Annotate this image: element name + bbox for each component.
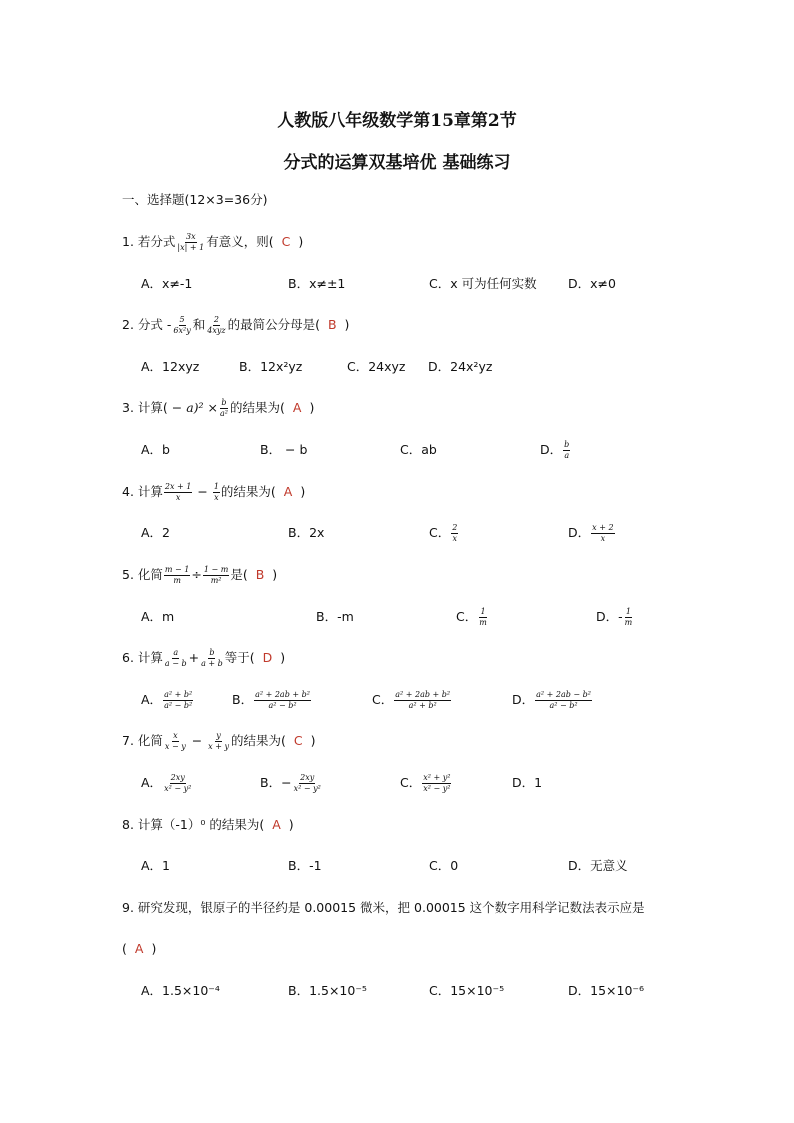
question-6-fraction-2: $\frac{b}{a + b}$ <box>201 648 223 668</box>
question-2-fraction-2: $\frac{2}{\text{4xyz}}$ <box>207 315 226 335</box>
q3-option-a: A．b <box>141 442 170 457</box>
question-8: 8. 计算（-1）⁰ 的结果为( A ) <box>122 815 294 835</box>
question-9: 9. 研究发现，银原子的半径约是 0.00015 微米，把 0.00015 这个数字用科学记数法表示应是 <box>122 900 645 915</box>
q4-option-a: A．2 <box>141 525 171 540</box>
q5-option-c: C． $\frac{1}{m}$ <box>456 607 487 627</box>
question-3-fraction: $\frac{b}{\text{a²}}$ <box>220 398 228 418</box>
q2-option-d: D．24x²yz <box>428 359 493 374</box>
q2-option-c: C．24xyz <box>347 359 406 374</box>
q8-option-b: B．-1 <box>288 858 322 873</box>
question-7: 7. 化简 $\frac{x}{x - y}$ − $\frac{y}{x + y}$ 的结果为( C ) <box>122 731 316 751</box>
question-1-fraction: $\frac{3x}{|x| + 1}$ <box>177 232 205 252</box>
q3-option-d: D． $\frac{b}{a}$ <box>540 440 570 460</box>
question-2-answer: B <box>327 317 337 332</box>
q1-option-a: A．x≠-1 <box>141 276 193 291</box>
page-title: 人教版八年级数学第15章第2节 <box>277 111 517 131</box>
question-5-fraction-1: $\frac{m - 1}{m}$ <box>164 565 190 585</box>
question-7-answer: C <box>293 733 303 748</box>
question-4-answer: A <box>283 484 293 499</box>
page-subtitle: 分式的运算双基培优 基础练习 <box>283 153 511 173</box>
question-2-fraction-1: $\frac{5}{\text{6x²y}}$ <box>173 315 191 335</box>
q3-option-c: C．ab <box>400 442 437 457</box>
question-6-answer: D <box>262 650 273 665</box>
q4-option-d: D． $\frac{x + 2}{x}$ <box>568 523 614 543</box>
q6-option-b: B． $\frac{\text{a² + 2ab + b²}}{\text{a² − b²}}$ <box>232 690 310 710</box>
q5-option-a: A．m <box>141 609 175 624</box>
q9-option-a: A．1.5×10⁻⁴ <box>141 983 220 998</box>
q4-option-c: C． $\frac{2}{x}$ <box>429 523 458 543</box>
question-6: 6. 计算 $\frac{a}{a - b}$ + $\frac{b}{a + b}$ 等于( D ) <box>122 648 286 668</box>
q8-option-a: A．1 <box>141 858 171 873</box>
q6-option-a: A． $\frac{\text{a² + b²}}{\text{a² − b²}}$ <box>141 690 193 710</box>
q2-option-a: A．12xyz <box>141 359 200 374</box>
q6-option-c: C． $\frac{\text{a² + 2ab + b²}}{\text{a² + b²}}$ <box>372 690 451 710</box>
q1-option-d: D．x≠0 <box>568 276 616 291</box>
q8-option-d: D．无意义 <box>568 858 628 873</box>
question-3: 3. 计算( − a)² × $\frac{b}{\text{a²}}$ 的结果为( A ) <box>122 398 315 418</box>
q8-option-c: C．0 <box>429 858 459 873</box>
question-2: 2. 分式 - $\frac{5}{\text{6x²y}}$ 和 $\frac{2}{\text{4xyz}}$ 的最简公分母是( B ) <box>122 315 350 335</box>
q5-option-d: D．- $\frac{1}{m}$ <box>596 607 633 627</box>
question-7-fraction-2: $\frac{y}{x + y}$ <box>208 731 229 751</box>
question-4-fraction-1: $\frac{2x + 1}{x}$ <box>164 482 192 502</box>
q7-option-b: B．− $\frac{2xy}{\text{x² − y²}}$ <box>260 773 321 793</box>
question-4: 4. 计算 $\frac{2x + 1}{x}$ − $\frac{1}{x}$ 的结果为( A ) <box>122 482 306 502</box>
q3-option-b: B． − b <box>260 442 308 457</box>
q9-option-d: D．15×10⁻⁶ <box>568 983 645 998</box>
question-1: 1. 若分式 $\frac{3x}{|x| + 1}$ 有意义，则( C ) <box>122 232 304 252</box>
question-8-answer: A <box>272 817 281 832</box>
q5-option-b: B．-m <box>316 609 354 624</box>
question-1-suffix: 有意义，则( <box>206 234 274 249</box>
q6-option-d: D． $\frac{\text{a² + 2ab − b²}}{\text{a² − b²}}$ <box>512 690 592 710</box>
question-1-answer: C <box>281 234 291 249</box>
q9-option-c: C．15×10⁻⁵ <box>429 983 505 998</box>
question-4-fraction-2: $\frac{1}{x}$ <box>213 482 219 502</box>
q9-option-b: B．1.5×10⁻⁵ <box>288 983 367 998</box>
question-9-answer-line: ( A ) <box>122 939 156 959</box>
question-7-fraction-1: $\frac{x}{x - y}$ <box>164 731 186 751</box>
q4-option-b: B．2x <box>288 525 325 540</box>
section-heading: 一、选择题(12×3=36分) <box>122 192 268 207</box>
question-9-answer: A <box>134 941 144 956</box>
question-5-answer: B <box>255 567 265 582</box>
q1-option-b: B．x≠±1 <box>288 276 346 291</box>
question-5: 5. 化简 $\frac{m - 1}{m}$ ÷ $\frac{1 - m}{\text{m²}}$ 是( B ) <box>122 565 278 585</box>
q2-option-b: B．12x²yz <box>239 359 303 374</box>
q7-option-a: A． $\frac{2xy}{\text{x² − y²}}$ <box>141 773 192 793</box>
question-6-fraction-1: $\frac{a}{a - b}$ <box>164 648 187 668</box>
q7-option-d: D．1 <box>512 775 543 790</box>
question-5-fraction-2: $\frac{1 - m}{\text{m²}}$ <box>203 565 229 585</box>
q1-option-c: C．x 可为任何实数 <box>429 276 537 291</box>
q7-option-c: C． $\frac{\text{x² + y²}}{\text{x² − y²}}$ <box>400 773 451 793</box>
question-1-prefix: 1. 若分式 <box>122 234 176 249</box>
question-3-answer: A <box>292 400 302 415</box>
